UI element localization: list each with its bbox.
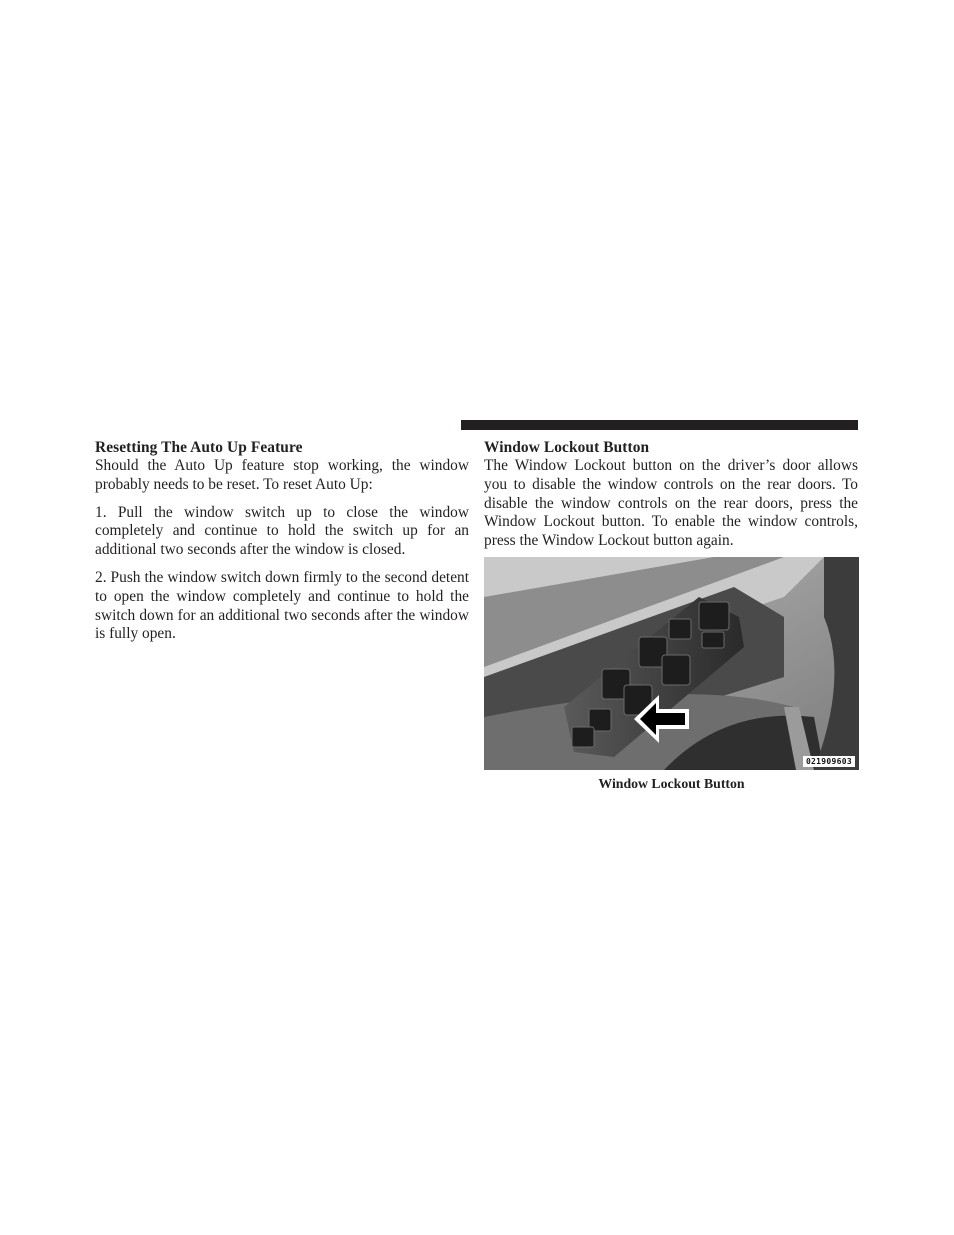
figure-caption: Window Lockout Button (598, 776, 745, 791)
figure-id-label: 021909603 (803, 756, 855, 767)
step-1-paragraph: 1. Pull the window switch up to close the window completely and continue to hold the switch up for an additional two seconds after the window is closed. (95, 503, 469, 559)
window-switch-photo (484, 557, 859, 770)
step-2-paragraph: 2. Push the window switch down firmly to the second detent to open the window completely and continue to hold the switch down for an additional two seconds after the window is fully open. (95, 568, 469, 643)
intro-paragraph: Should the Auto Up feature stop working, the window probably needs to be reset. To reset Auto Up: (95, 457, 469, 493)
lockout-paragraph: The Window Lockout button on the driver’s door allows you to disable the window controls on the rear doors. To disable the window controls on the rear doors, press the Window Lockout button. To enable the window controls, press the Window Lockout button again. (484, 457, 858, 550)
right-column (484, 438, 858, 551)
section-heading-auto-up: Resetting The Auto Up Feature (95, 439, 303, 456)
section-heading-window-lockout: Window Lockout Button (484, 439, 650, 456)
section-rule (461, 420, 858, 430)
left-column (95, 438, 469, 644)
door-panel-illustration (484, 557, 859, 770)
